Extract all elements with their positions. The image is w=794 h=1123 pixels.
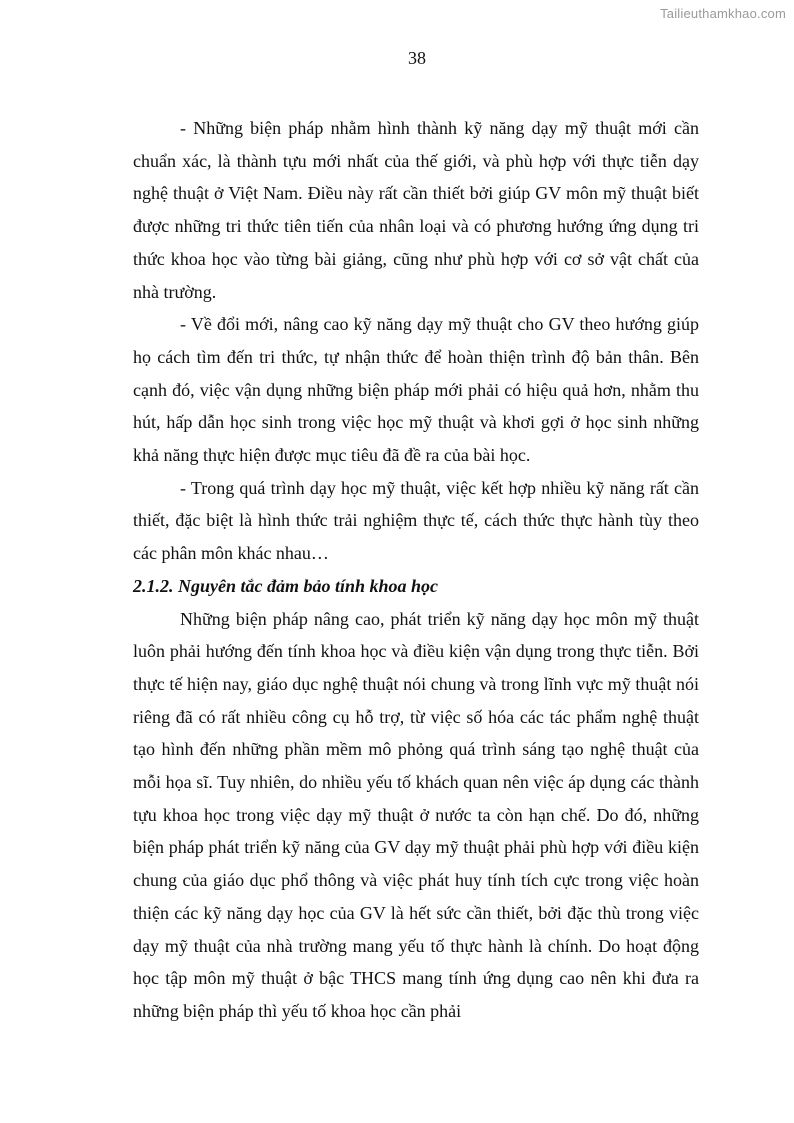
paragraph-innovation: - Về đổi mới, nâng cao kỹ năng dạy mỹ thuật cho GV theo hướng giúp họ cách tìm đến tri thức, tự nhận thức để hoàn thiện trình độ bản thân. Bên cạnh đó, việc vận dụng những biện pháp mới phải có hiệu quả hơn, nhằm thu hút, hấp dẫn học sinh trong việc học mỹ thuật và khơi gợi ở học sinh những khả năng thực hiện được mục tiêu đã đề ra của bài học. (133, 314, 699, 466)
paragraph-solutions-accuracy: - Những biện pháp nhằm hình thành kỹ năng dạy mỹ thuật mới cần chuẩn xác, là thành tựu mới nhất của thế giới, và phù hợp với thực tiễn dạy nghệ thuật ở Việt Nam. Điều này rất cần thiết bởi giúp GV môn mỹ thuật biết được những tri thức tiên tiến của nhân loại và có phương hướng ứng dụng tri thức khoa học vào từng bài giảng, cũng như phù hợp với cơ sở vật chất của nhà trường. (133, 118, 699, 302)
section-heading: 2.1.2. Nguyên tắc đảm bảo tính khoa học (133, 575, 439, 596)
paragraph-teaching-process: - Trong quá trình dạy học mỹ thuật, việc kết hợp nhiều kỹ năng rất cần thiết, đặc biệt là hình thức trải nghiệm thực tế, cách thức thực hành tùy theo các phân môn khác nhau… (133, 477, 699, 564)
paragraph-scientific-principle: Những biện pháp nâng cao, phát triển kỹ năng dạy học môn mỹ thuật luôn phải hướng đến tính khoa học và điều kiện vận dụng trong thực tiễn. Bởi thực tế hiện nay, giáo dục nghệ thuật nói chung và trong lĩnh vực mỹ thuật nói riêng đã có rất nhiều công cụ hỗ trợ, từ việc số hóa các tác phẩm nghệ thuật tạo hình đến những phần mềm mô phỏng quá trình sáng tạo nghệ thuật của mỗi họa sĩ. Tuy nhiên, do nhiều yếu tố khách quan nên việc áp dụng các thành tựu khoa học trong việc dạy mỹ thuật ở nước ta còn hạn chế. Do đó, những biện pháp phát triển kỹ năng của GV dạy mỹ thuật phải phù hợp với điều kiện chung của giáo dục phổ thông và việc phát huy tính tích cực trong việc hoàn thiện các kỹ năng dạy học của GV là hết sức cần thiết, bởi đặc thù trong việc dạy mỹ thuật của nhà trường mang yếu tố thực hành là chính. Do hoạt động học tập môn mỹ thuật ở bậc THCS mang tính ứng dụng cao nên khi đưa ra những biện pháp thì yếu tố khoa học cần phải (133, 608, 699, 1021)
page-body (133, 112, 699, 1028)
page-number: 38 (408, 48, 426, 68)
watermark: Tailieuthamkhao.com (660, 6, 786, 21)
